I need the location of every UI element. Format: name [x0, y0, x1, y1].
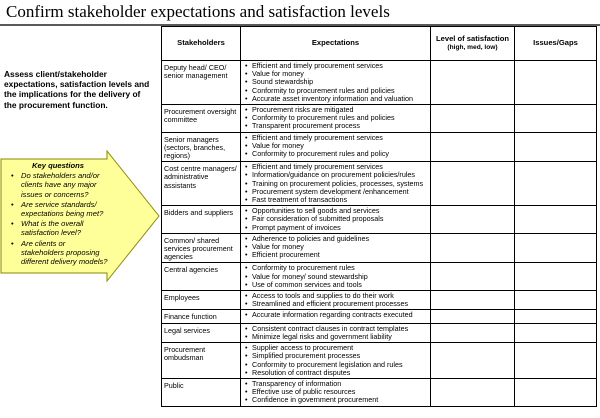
- stakeholder-cell: Public: [162, 378, 241, 406]
- issues-cell[interactable]: [515, 132, 597, 162]
- table-row: [162, 263, 597, 291]
- issues-cell[interactable]: [515, 263, 597, 291]
- satisfaction-cell[interactable]: [431, 291, 515, 310]
- issues-cell[interactable]: [515, 105, 597, 133]
- header-expectations: Expectations: [241, 27, 431, 61]
- expectations-list: [243, 344, 430, 377]
- table-row: [162, 105, 597, 133]
- expectation-item: • Efficient and timely procurement services: [243, 62, 430, 70]
- expectations-list: [243, 311, 430, 319]
- satisfaction-cell[interactable]: [431, 105, 515, 133]
- satisfaction-cell[interactable]: [431, 343, 515, 379]
- stakeholder-cell: Finance function: [162, 310, 241, 323]
- stakeholder-cell: Employees: [162, 291, 241, 310]
- satisfaction-cell[interactable]: [431, 233, 515, 263]
- stakeholder-cell: Common/ shared services procurement agencies: [162, 233, 241, 263]
- stakeholder-cell: Procurement ombudsman: [162, 343, 241, 379]
- satisfaction-cell[interactable]: [431, 206, 515, 234]
- expectations-list: [243, 134, 430, 159]
- expectation-item: • Sound stewardship: [243, 78, 430, 86]
- expectation-item: • Conformity to procurement rules and policy: [243, 150, 430, 158]
- expectation-item: • Conformity to procurement rules and policies: [243, 114, 430, 122]
- header-satisfaction-label: Level of satisfaction: [435, 33, 509, 43]
- page-title: Confirm stakeholder expectations and satisfaction levels: [6, 2, 390, 21]
- table-row: [162, 206, 597, 234]
- expectation-item: • Accurate information regarding contracts executed: [243, 311, 430, 319]
- header-issues: Issues/Gaps: [515, 27, 597, 61]
- stakeholder-table: [161, 26, 597, 407]
- expectations-list: [243, 325, 430, 341]
- expectation-item: • Training on procurement policies, processes, systems: [243, 180, 430, 188]
- expectation-item: • Procurement risks are mitigated: [243, 106, 430, 114]
- table-row: [162, 233, 597, 263]
- table-row: [162, 343, 597, 379]
- table-row: [162, 132, 597, 162]
- assess-statement: Assess client/stakeholder expectations, satisfaction levels and the implications for the delivery of the procurement function.: [4, 69, 150, 110]
- issues-cell[interactable]: [515, 378, 597, 406]
- table-body: [162, 61, 597, 407]
- expectation-item: • Conformity to procurement rules and policies: [243, 87, 430, 95]
- expectation-item: • Conformity to procurement legislation and rules: [243, 361, 430, 369]
- expectation-item: • Prompt payment of invoices: [243, 224, 430, 232]
- key-question-item: • Are service standards/ expectations being met?: [8, 200, 108, 218]
- expectations-list: [243, 235, 430, 260]
- expectations-cell: [241, 206, 431, 234]
- expectation-item: • Accurate asset inventory information and valuation: [243, 95, 430, 103]
- expectations-cell: [241, 378, 431, 406]
- expectation-item: • Effective use of public resources: [243, 388, 430, 396]
- header-satisfaction-sub: (high, med, low): [447, 43, 498, 51]
- header-stakeholders: Stakeholders: [162, 27, 241, 61]
- expectation-item: • Fast treatment of transactions: [243, 196, 430, 204]
- expectation-item: • Conformity to procurement rules: [243, 264, 430, 272]
- satisfaction-cell[interactable]: [431, 132, 515, 162]
- table-row: [162, 310, 597, 323]
- stakeholder-cell: Bidders and suppliers: [162, 206, 241, 234]
- satisfaction-cell[interactable]: [431, 310, 515, 323]
- table-row: [162, 162, 597, 206]
- stakeholder-table-container: [161, 26, 597, 407]
- expectation-item: • Value for money: [243, 142, 430, 150]
- expectations-list: [243, 207, 430, 232]
- stakeholder-cell: Deputy head/ CEO/ senior management: [162, 61, 241, 105]
- expectations-list: [243, 264, 430, 289]
- expectations-list: [243, 163, 430, 204]
- issues-cell[interactable]: [515, 162, 597, 206]
- expectation-item: • Confidence in government procurement: [243, 396, 430, 404]
- issues-cell[interactable]: [515, 343, 597, 379]
- expectations-cell: [241, 263, 431, 291]
- expectation-item: • Fair consideration of submitted proposals: [243, 215, 430, 223]
- expectations-cell: [241, 343, 431, 379]
- expectation-item: • Streamlined and efficient procurement processes: [243, 300, 430, 308]
- table-header-row: [162, 27, 597, 61]
- expectations-cell: [241, 162, 431, 206]
- stakeholder-cell: Central agencies: [162, 263, 241, 291]
- issues-cell[interactable]: [515, 233, 597, 263]
- expectation-item: • Resolution of contract disputes: [243, 369, 430, 377]
- issues-cell[interactable]: [515, 206, 597, 234]
- expectation-item: • Efficient procurement: [243, 251, 430, 259]
- expectation-item: • Information/guidance on procurement policies/rules: [243, 171, 430, 179]
- satisfaction-cell[interactable]: [431, 323, 515, 342]
- key-questions-title: Key questions: [32, 161, 84, 170]
- expectation-item: • Value for money: [243, 243, 430, 251]
- expectations-list: [243, 106, 430, 131]
- key-question-item: • Do stakeholders and/or clients have any major issues or concerns?: [8, 171, 108, 199]
- table-row: [162, 323, 597, 342]
- expectations-cell: [241, 105, 431, 133]
- expectations-cell: [241, 61, 431, 105]
- key-questions-box: [8, 161, 108, 267]
- expectations-list: [243, 62, 430, 103]
- expectations-cell: [241, 291, 431, 310]
- table-row: [162, 291, 597, 310]
- expectation-item: • Simplified procurement processes: [243, 352, 430, 360]
- key-question-item: • Are clients or stakeholders proposing different delivery models?: [8, 239, 108, 267]
- stakeholder-cell: Legal services: [162, 323, 241, 342]
- expectation-item: • Transparency of information: [243, 380, 430, 388]
- satisfaction-cell[interactable]: [431, 263, 515, 291]
- issues-cell[interactable]: [515, 310, 597, 323]
- expectation-item: • Minimize legal risks and government liability: [243, 333, 430, 341]
- issues-cell[interactable]: [515, 323, 597, 342]
- expectations-list: [243, 380, 430, 405]
- key-questions-list: [8, 171, 108, 266]
- header-satisfaction: [431, 27, 515, 61]
- expectations-list: [243, 292, 430, 308]
- expectation-item: • Transparent procurement process: [243, 122, 430, 130]
- expectation-item: • Consistent contract clauses in contract templates: [243, 325, 430, 333]
- expectations-cell: [241, 310, 431, 323]
- expectation-item: • Supplier access to procurement: [243, 344, 430, 352]
- expectations-cell: [241, 132, 431, 162]
- expectations-cell: [241, 323, 431, 342]
- issues-cell[interactable]: [515, 291, 597, 310]
- expectation-item: • Procurement system development /enhancement: [243, 188, 430, 196]
- expectation-item: • Value for money: [243, 70, 430, 78]
- expectation-item: • Access to tools and supplies to do their work: [243, 292, 430, 300]
- expectation-item: • Efficient and timely procurement services: [243, 134, 430, 142]
- satisfaction-cell[interactable]: [431, 162, 515, 206]
- stakeholder-cell: Cost centre managers/ administrative assistants: [162, 162, 241, 206]
- table-row: [162, 378, 597, 406]
- stakeholder-cell: Procurement oversight committee: [162, 105, 241, 133]
- expectation-item: • Value for money/ sound stewardship: [243, 273, 430, 281]
- expectation-item: • Use of common services and tools: [243, 281, 430, 289]
- expectations-cell: [241, 233, 431, 263]
- expectation-item: • Opportunities to sell goods and services: [243, 207, 430, 215]
- stakeholder-cell: Senior managers (sectors, branches, regions): [162, 132, 241, 162]
- table-row: [162, 61, 597, 105]
- key-question-item: • What is the overall satisfaction level?: [8, 219, 108, 237]
- satisfaction-cell[interactable]: [431, 378, 515, 406]
- expectation-item: • Adherence to policies and guidelines: [243, 235, 430, 243]
- issues-cell[interactable]: [515, 61, 597, 105]
- expectation-item: • Efficient and timely procurement services: [243, 163, 430, 171]
- satisfaction-cell[interactable]: [431, 61, 515, 105]
